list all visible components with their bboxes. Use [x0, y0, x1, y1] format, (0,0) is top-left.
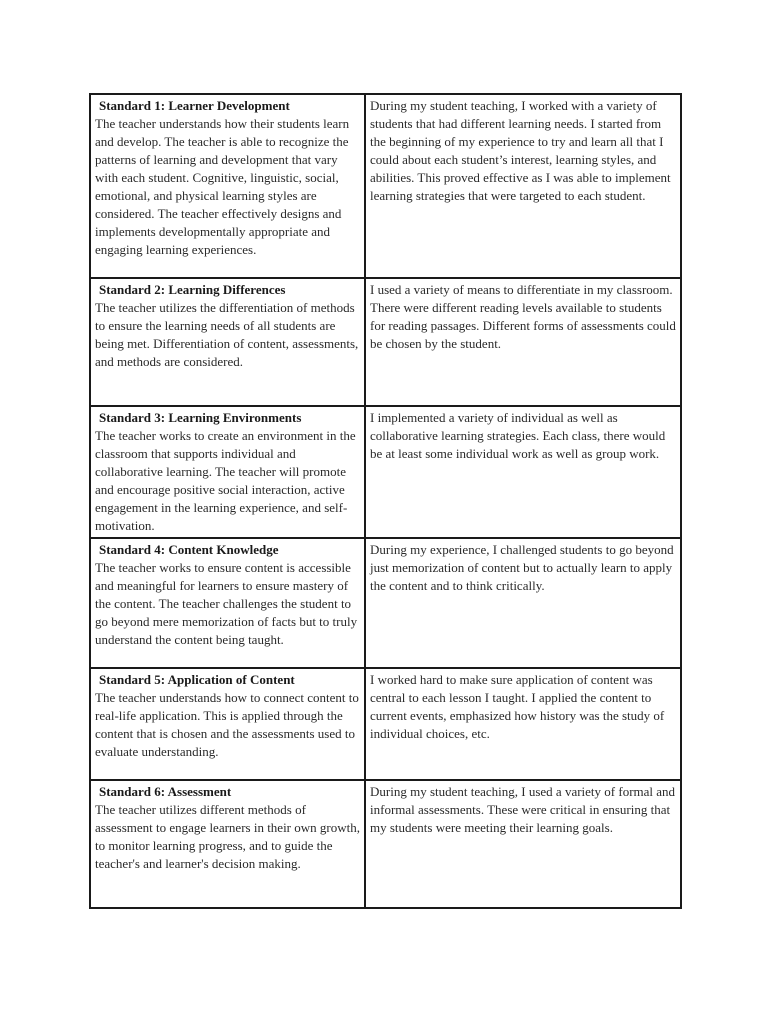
standard-description: The teacher understands how to connect content to real-life application. This is applied through the content that is chosen and the assessments used to evaluate understanding. [95, 690, 359, 759]
standard-cell [90, 780, 365, 908]
response-cell [365, 668, 681, 780]
standard-cell [90, 538, 365, 668]
standard-title: Standard 5: Application of Content [99, 672, 295, 687]
standard-cell [90, 278, 365, 406]
standard-cell [90, 94, 365, 278]
table-row [90, 538, 681, 668]
standard-description: The teacher works to ensure content is accessible and meaningful for learners to ensure mastery of the content. The teacher challenges the student to go beyond mere memorization of facts but to truly understand the content being taught. [95, 560, 358, 647]
response-cell [365, 94, 681, 278]
standard-title: Standard 1: Learner Development [99, 98, 290, 113]
response-text: I worked hard to make sure application of content was central to each lesson I taught. I applied the content to current events, emphasized how history was the study of individual choices, etc. [370, 672, 665, 741]
table-row [90, 278, 681, 406]
standard-description: The teacher understands how their students learn and develop. The teacher is able to recognize the patterns of learning and development that vary with each student. Cognitive, linguistic, social, emotional, and physical learning styles are considered. The teacher effectively designs and implements developmentally appropriate and engaging learning experiences. [95, 116, 350, 257]
standard-title: Standard 3: Learning Environments [99, 410, 302, 425]
standard-cell [90, 668, 365, 780]
response-text: I implemented a variety of individual as well as collaborative learning strategies. Each class, there would be at least some individual work as well as group work. [370, 410, 666, 461]
table-row [90, 406, 681, 538]
response-cell [365, 406, 681, 538]
standard-title: Standard 6: Assessment [99, 784, 232, 799]
response-text: During my experience, I challenged students to go beyond just memorization of content but to actually learn to apply the content and to think critically. [370, 542, 674, 593]
standards-table [89, 93, 682, 909]
response-cell [365, 538, 681, 668]
table-row [90, 94, 681, 278]
table-row [90, 780, 681, 908]
standard-description: The teacher works to create an environment in the classroom that supports individual and collaborative learning. The teacher will promote and encourage positive social interaction, active engagement in the learning experience, and self-motivation. [95, 428, 356, 533]
response-cell [365, 780, 681, 908]
standard-title: Standard 4: Content Knowledge [99, 542, 279, 557]
standard-description: The teacher utilizes different methods of assessment to engage learners in their own growth, to monitor learning progress, and to guide the teacher's and learner's decision making. [95, 802, 360, 871]
response-text: During my student teaching, I worked with a variety of students that had different learning needs. I started from the beginning of my experience to try and learn all that I could about each student’s interest, learning styles, and abilities. This proved effective as I was able to implement learning strategies that were targeted to each student. [370, 98, 671, 203]
response-text: I used a variety of means to differentiate in my classroom. There were different reading levels available to students for reading passages. Different forms of assessments could be chosen by the student. [370, 282, 676, 351]
standard-title: Standard 2: Learning Differences [99, 282, 286, 297]
table-row [90, 668, 681, 780]
response-text: During my student teaching, I used a variety of formal and informal assessments. These were critical in ensuring that my students were meeting their learning goals. [370, 784, 676, 835]
standard-cell [90, 406, 365, 538]
standard-description: The teacher utilizes the differentiation of methods to ensure the learning needs of all students are being met. Differentiation of content, assessments, and methods are considered. [95, 300, 359, 369]
response-cell [365, 278, 681, 406]
